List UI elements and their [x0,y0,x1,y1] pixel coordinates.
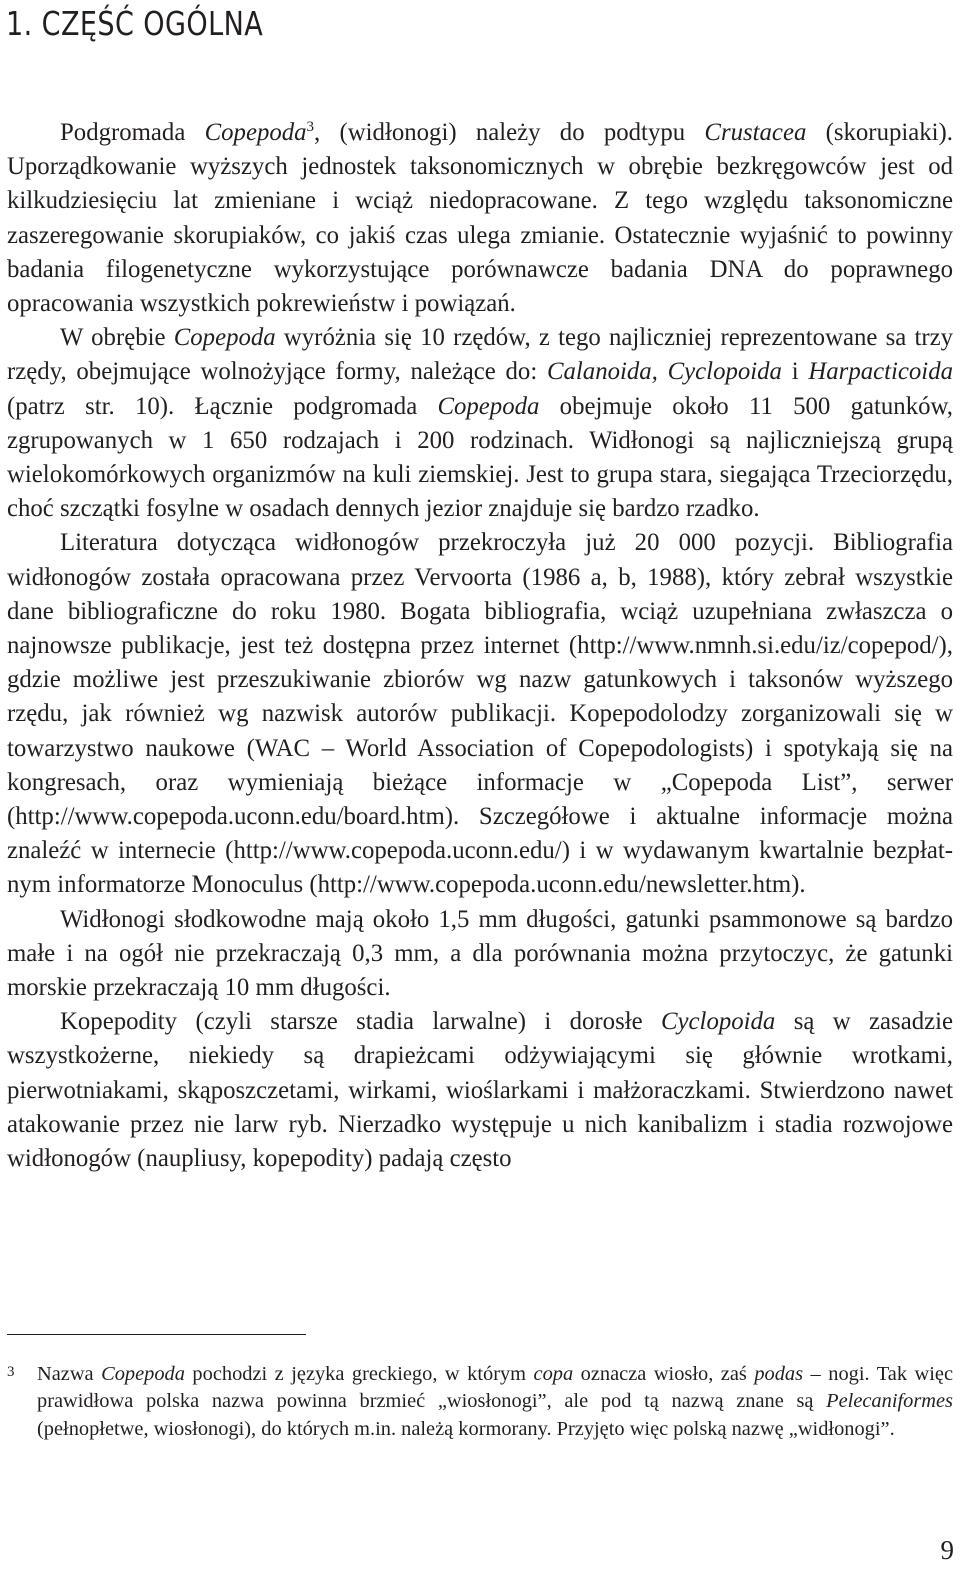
footnote-ref: 3 [306,119,315,135]
chapter-heading: 1. CZĘŚĆ OGÓLNA [6,4,264,43]
italic-term: Copepoda [173,324,276,352]
page-number: 9 [940,1535,954,1565]
paragraph-3: Literatura dotycząca widłonogów przekroczyła już 20 000 pozycji. Bibliografia widłonogów została opracowana przez Vervoorta (1986 a, b, 1988), który zebrał wszystkie dane bibliograficzne do roku 1980. Bogata bibliografia, wciąż uzupełniana zwłaszcza o najnowsze publikacje, jest też dostępna przez internet (http://www.nmnh.si.edu/iz/copepod/), gdzie możliwe jest przeszukiwanie zbiorów wg nazw gatunkowych i taksonów wyższego rzędu, jak również wg nazwisk autorów publikacji. Kopepodolodzy zorganizowali się w towarzystwo naukowe (WAC – World Association of Copepodologists) i spotykają się na kongresach, oraz wymieniają bieżące informacje w „Copepoda List”, serwer (http://www.copepoda.uconn.edu/board.htm). Szczegółowe i aktualne informacje można znaleźć w internecie (http://www.copepoda.uconn.edu/) i w wydawanym kwartalnie bezpłatnym informatorze Monoculus (http://www.copepoda.uconn.edu/newsletter.htm). [7,529,953,899]
italic-term: Copepoda [101,1363,185,1385]
italic-term: Cyclopoida [661,1008,776,1036]
paragraph-1: Podgromada Copepoda$^3$, (widłonogi) należy do podtypu Crustacea (skorupiaki). Uporządkowanie wyższych jednostek taksonomicznych w obrębie bezkręgowców jest od kilkudziesięciu lat zmieniane i wciąż niedopracowane. Z tego względu taksonomiczne zaszeregowanie skorupiaków, co jakiś czas ulega zmianie. Ostatecznie wyjaśnić to powinny badania filogenetyczne wykorzystujące porównawcze badania DNA do poprawnego opracowania wszystkich pokrewieństw i powiązań. [7,119,953,318]
paragraph-4: Widłonogi słodkowodne mają około 1,5 mm długości, gatunki psammonowe są bardzo małe i na ogół nie przekraczają 0,3 mm, a dla porównania można przytoczyc, że gatunki morskie przekraczają 10 mm długości. [7,905,953,1002]
body-text [7,116,953,1176]
paragraph-2: W obrębie Copepoda wyróżnia się 10 rzędów, z tego najliczniej reprezentowane sa trzy rzędy, obejmujące wolnożyjące formy, należące do: Calanoida, Cyclopoida i Harpacticoida (patrz str. 10). Łącznie podgromada Copepoda obejmuje około 11 500 gatunków, zgrupowanych w 1 650 rodzajach i 200 rodzinach. Widłonogi są najliczniejszą grupą wielokomórkowych organizmów na kuli ziemskiej. Jest to grupa stara, siegająca Trzeciorzędu, choć szczątki fosylne w osadach dennych jezior znajduje się bardzo rzadko. [7,324,953,523]
italic-term: Calanoida, Cyclopoida [546,358,782,386]
italic-term: podas [754,1363,804,1385]
italic-term: Pelecaniformes [826,1390,953,1413]
footnote-text: Nazwa Copepoda pochodzi z języka greckiego, w którym copa oznacza wiosło, zaś podas – nogi. Tak więc prawidłowa polska nazwa powinna brzmieć „wiosłonogi”, ale pod tą nazwą znane są Pelecaniformes (pełnopłetwe, wiosłonogi), do których m.in. należą kormorany. Przyjęto więc polską nazwę „widłonogi”. [37,1363,953,1440]
italic-term: Copepoda [437,392,540,420]
italic-term: Crustacea [704,119,807,146]
footnote-divider [7,1334,306,1335]
paragraph-5: Kopepodity (czyli starsze stadia larwalne) i dorosłe Cyclopoida są w zasadzie wszystkożerne, niekiedy są drapieżcami odżywiającymi się głównie wrotkami, pierwotniakami, skąposzczetami, wirkami, wioślarkami i małżoraczkami. Stwierdzono nawet atakowanie przez nie larw ryb. Nierzadko występuje u nich kanibalizm i stadia rozwojowe widłonogów (naupliusy, kopepodity) padają często [7,1008,953,1173]
italic-term: copa [533,1363,574,1385]
footnote [7,1361,953,1443]
italic-term: Harpacticoida [808,358,953,386]
italic-term: Copepoda [204,119,307,146]
footnote-marker: 3 [7,1364,15,1380]
